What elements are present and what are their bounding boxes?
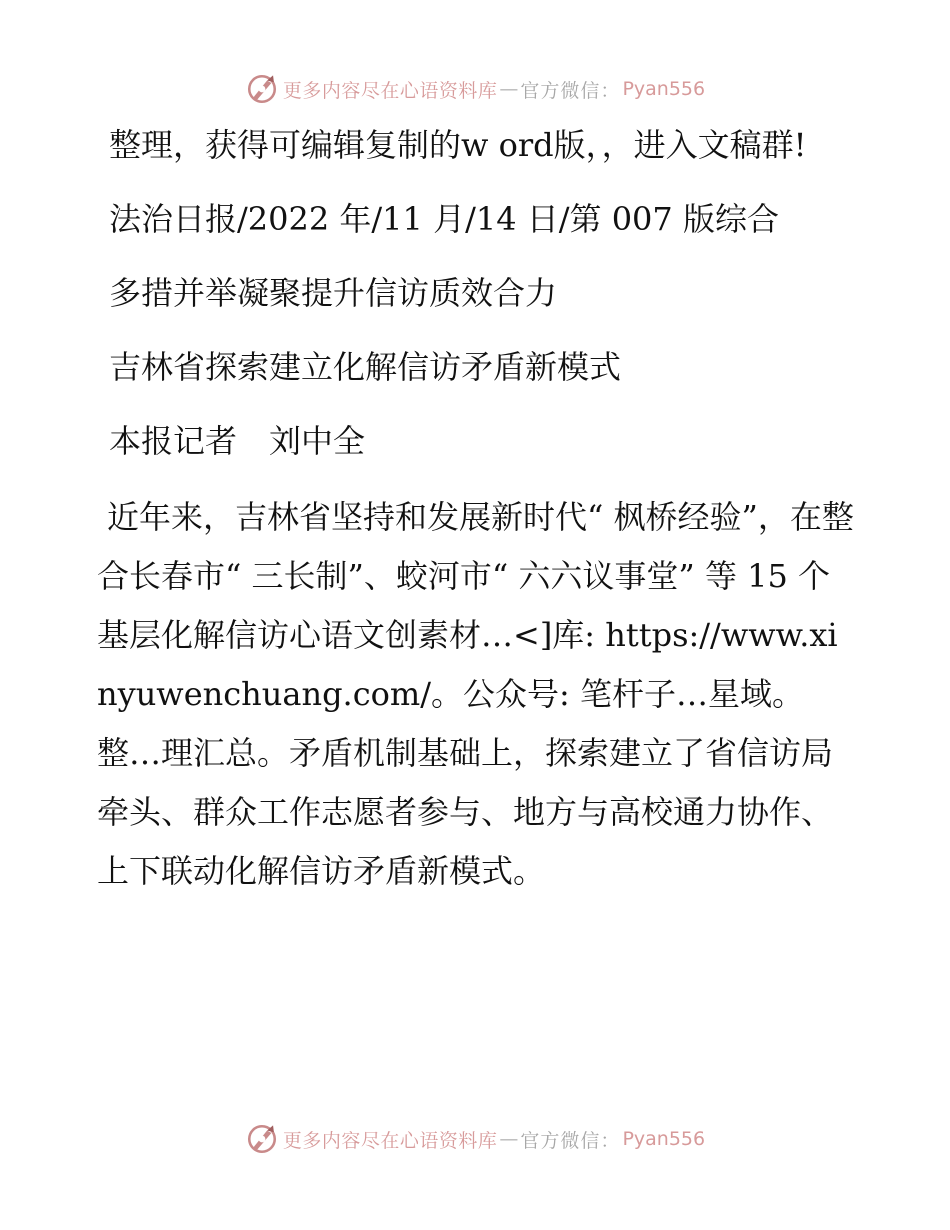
watermark-official-label: 官方微信： [520,79,621,102]
watermark-official-label: 官方微信： [520,1129,621,1152]
quill-pen-logo-icon [245,72,279,106]
source-line: 法治日报/2022 年/11 月/14 日/第 007 版综合 [109,200,779,238]
document-content [97,118,857,901]
watermark-separator: — [499,1128,519,1150]
headline: 多措并举凝聚提升信访质效合力 [109,274,558,312]
watermark-wechat-id: Pyan556 [622,1128,706,1150]
subheadline: 吉林省探索建立化解信访矛盾新模式 [109,348,622,386]
watermark-brand-text: 更多内容尽在心语资料库 [282,79,498,102]
byline: 本报记者 刘中全 [109,422,366,460]
body-paragraph: 近年来，吉林省坚持和发展新时代“ 枫桥经验”，在整合长春市“ 三长制”、蛟河市“ 六六议事堂” 等 15 个基层化解信访心语文创素材…<]库: https://www.xinyuwenchuang.com/。公众号: 笔杆子…星域。整…理汇总。矛盾机制基础上，探索建立了省信访局牵头、群众工作志愿者参与、地方与高校通力协作、上下联动化解信访矛盾新模式。 [97,498,854,890]
quill-pen-logo-icon [245,1122,279,1156]
header-watermark [0,72,950,106]
watermark-wechat-id: Pyan556 [622,78,706,100]
watermark-brand-text: 更多内容尽在心语资料库 [282,1129,498,1152]
intro-paragraph: 整理，获得可编辑复制的w ord版，，进入文稿群! [109,126,807,164]
footer-watermark [0,1122,950,1156]
watermark-separator: — [499,78,519,100]
